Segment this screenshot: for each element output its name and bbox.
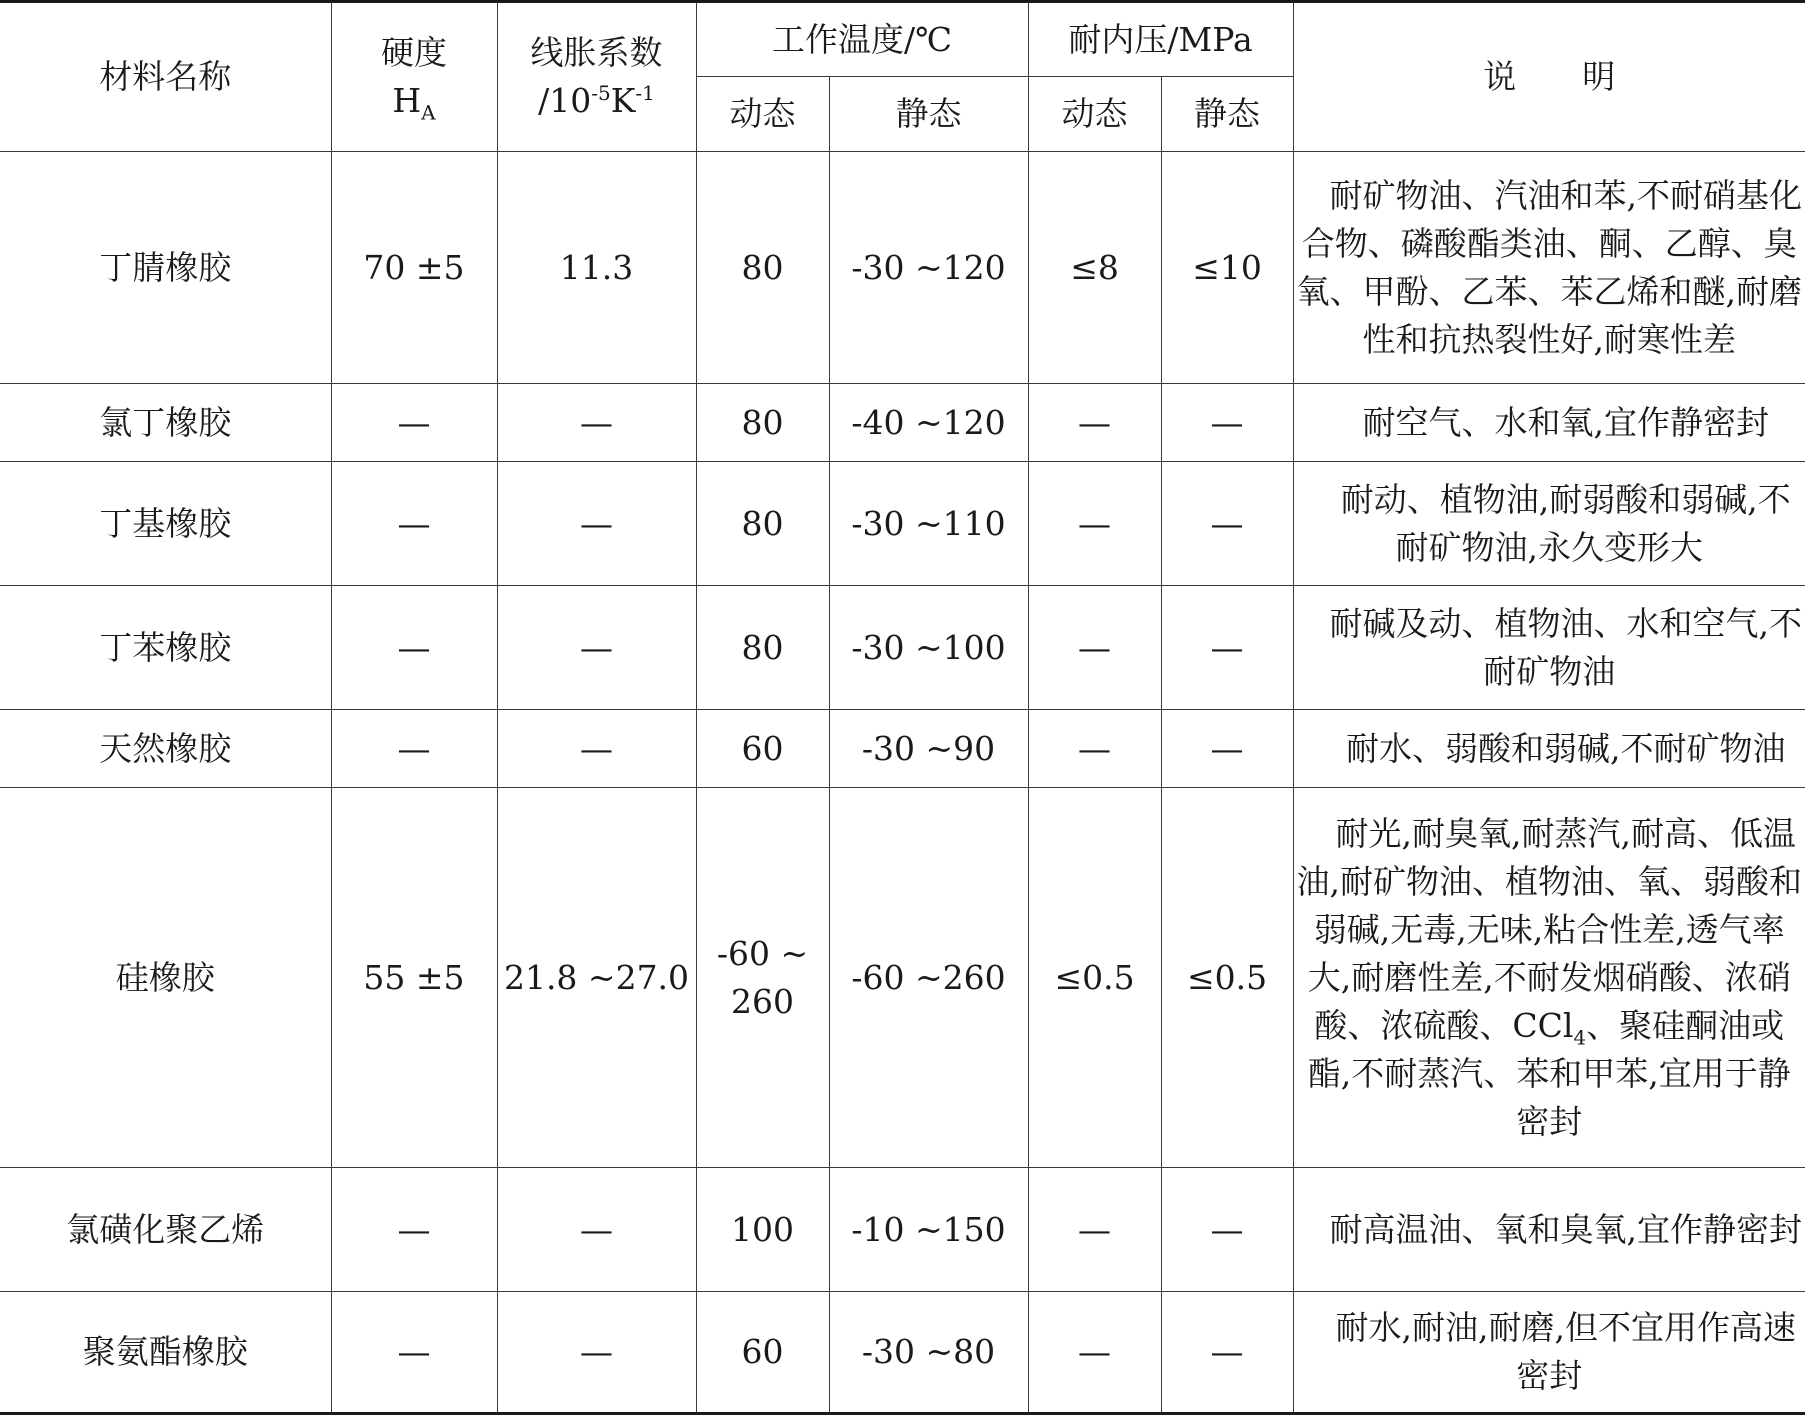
material-name: 氯磺化聚乙烯: [0, 1168, 331, 1292]
material-name: 丁基橡胶: [0, 462, 331, 586]
material-name: 丁腈橡胶: [0, 152, 331, 384]
temp-dynamic-value: 80: [696, 384, 829, 462]
description-cell: [1293, 1168, 1805, 1292]
table-row: [0, 152, 1805, 384]
table-row: [0, 710, 1805, 788]
pressure-dynamic-value: ≤8: [1028, 152, 1161, 384]
temp-dynamic-value: -60 ~ 260: [696, 788, 829, 1168]
temp-dynamic-value: 100: [696, 1168, 829, 1292]
pressure-dynamic-value: —: [1028, 1292, 1161, 1414]
material-name: 硅橡胶: [0, 788, 331, 1168]
temperature-dynamic-header: 动态: [696, 77, 829, 152]
pressure-static-value: —: [1161, 462, 1293, 586]
pressure-dynamic-value: —: [1028, 1168, 1161, 1292]
description-cell: [1293, 152, 1805, 384]
pressure-static-value: —: [1161, 710, 1293, 788]
description-text: 耐动、植物油,耐弱酸和弱碱,不耐矿物油,永久变形大: [1340, 479, 1791, 567]
expansion-value: —: [497, 384, 696, 462]
temp-static-value: -30 ~120: [829, 152, 1028, 384]
pressure-dynamic-value: —: [1028, 462, 1161, 586]
expansion-unit-b: K: [610, 81, 636, 120]
description-text: 耐水,耐油,耐磨,但不宜用作高速密封: [1335, 1308, 1796, 1395]
temperature-static-header: 静态: [829, 77, 1028, 152]
temp-static-value: -30 ~90: [829, 710, 1028, 788]
description-text: [1294, 810, 1805, 1146]
temp-dynamic-value: 80: [696, 462, 829, 586]
description-text: 耐碱及动、植物油、水和空气,不耐矿物油: [1329, 603, 1803, 691]
description-cell: [1293, 384, 1805, 462]
table-row: [0, 788, 1805, 1168]
pressure-dynamic-value: —: [1028, 384, 1161, 462]
hardness-value: 55 ±5: [331, 788, 497, 1168]
hardness-value: —: [331, 1168, 497, 1292]
description-subscript: 4: [1573, 1025, 1587, 1050]
description-cell: [1293, 710, 1805, 788]
expansion-exponent-2: -1: [635, 81, 655, 105]
pressure-static-value: —: [1161, 384, 1293, 462]
material-name: 聚氨酯橡胶: [0, 1292, 331, 1414]
expansion-unit-a: /10: [538, 81, 592, 120]
description-text: 耐空气、水和氧,宜作静密封: [1362, 402, 1770, 442]
expansion-value: —: [497, 1292, 696, 1414]
temp-static-value: -30 ~100: [829, 586, 1028, 710]
pressure-dynamic-value: —: [1028, 710, 1161, 788]
temperature-header: 工作温度/℃: [696, 2, 1028, 77]
hardness-header: [331, 2, 497, 152]
hardness-unit-sub: A: [421, 100, 436, 125]
temp-static-value: -30 ~80: [829, 1292, 1028, 1414]
hardness-value: —: [331, 710, 497, 788]
expansion-value: —: [497, 586, 696, 710]
hardness-value: —: [331, 384, 497, 462]
temp-static-value: -40 ~120: [829, 384, 1028, 462]
pressure-dynamic-value: —: [1028, 586, 1161, 710]
description-cell: [1293, 788, 1805, 1168]
hardness-unit: H: [392, 81, 422, 120]
pressure-dynamic-header: 动态: [1028, 77, 1161, 152]
description-header: 说 明: [1293, 2, 1805, 152]
pressure-static-value: —: [1161, 1292, 1293, 1414]
temp-dynamic-value: 80: [696, 586, 829, 710]
pressure-static-value: ≤10: [1161, 152, 1293, 384]
description-text: 耐高温油、氧和臭氧,宜作静密封: [1329, 1209, 1803, 1249]
table-row: [0, 1292, 1805, 1414]
expansion-value: —: [497, 1168, 696, 1292]
table-row: [0, 1168, 1805, 1292]
pressure-static-value: ≤0.5: [1161, 788, 1293, 1168]
hardness-value: —: [331, 462, 497, 586]
expansion-value: —: [497, 462, 696, 586]
temp-static-value: -60 ~260: [829, 788, 1028, 1168]
pressure-static-value: —: [1161, 1168, 1293, 1292]
material-name: 氯丁橡胶: [0, 384, 331, 462]
expansion-value: 21.8 ~27.0: [497, 788, 696, 1168]
expansion-value: 11.3: [497, 152, 696, 384]
temp-static-value: -30 ~110: [829, 462, 1028, 586]
temp-dynamic-value: 80: [696, 152, 829, 384]
hardness-value: —: [331, 1292, 497, 1414]
temp-dynamic-value: 60: [696, 710, 829, 788]
hardness-value: —: [331, 586, 497, 710]
description-cell: [1293, 586, 1805, 710]
description-cell: [1293, 462, 1805, 586]
description-text: 耐水、弱酸和弱碱,不耐矿物油: [1346, 728, 1786, 768]
expansion-value: —: [497, 710, 696, 788]
pressure-static-header: 静态: [1161, 77, 1293, 152]
material-name: 丁苯橡胶: [0, 586, 331, 710]
description-text: 耐矿物油、汽油和苯,不耐硝基化合物、磷酸酯类油、酮、乙醇、臭氧、甲酚、乙苯、苯乙烯和醚,耐磨性和抗热裂性好,耐寒性差: [1296, 175, 1803, 359]
material-name: 天然橡胶: [0, 710, 331, 788]
pressure-dynamic-value: ≤0.5: [1028, 788, 1161, 1168]
hardness-header-label: 硬度: [381, 33, 447, 72]
temp-dynamic-value: 60: [696, 1292, 829, 1414]
table-row: [0, 586, 1805, 710]
expansion-header-label: 线胀系数: [530, 33, 663, 72]
description-cell: [1293, 1292, 1805, 1414]
header-row: [0, 2, 1805, 77]
material-header: 材料名称: [0, 2, 331, 152]
hardness-value: 70 ±5: [331, 152, 497, 384]
expansion-header: [497, 2, 696, 152]
description-part-a: 耐光,耐臭氧,耐蒸汽,耐高、低温油,耐矿物油、植物油、氧、弱酸和弱碱,无毒,无味,粘合性差,透气率大,耐磨性差,不耐发烟硝酸、浓硝酸、浓硫酸、CCl: [1296, 813, 1803, 1045]
pressure-header: 耐内压/MPa: [1028, 2, 1293, 77]
temp-static-value: -10 ~150: [829, 1168, 1028, 1292]
table-row: [0, 462, 1805, 586]
pressure-static-value: —: [1161, 586, 1293, 710]
table-row: [0, 384, 1805, 462]
expansion-exponent-1: -5: [591, 81, 611, 105]
description-part-b: 、聚硅酮油或酯,不耐蒸汽、苯和甲苯,宜用于静密封: [1307, 1005, 1791, 1141]
